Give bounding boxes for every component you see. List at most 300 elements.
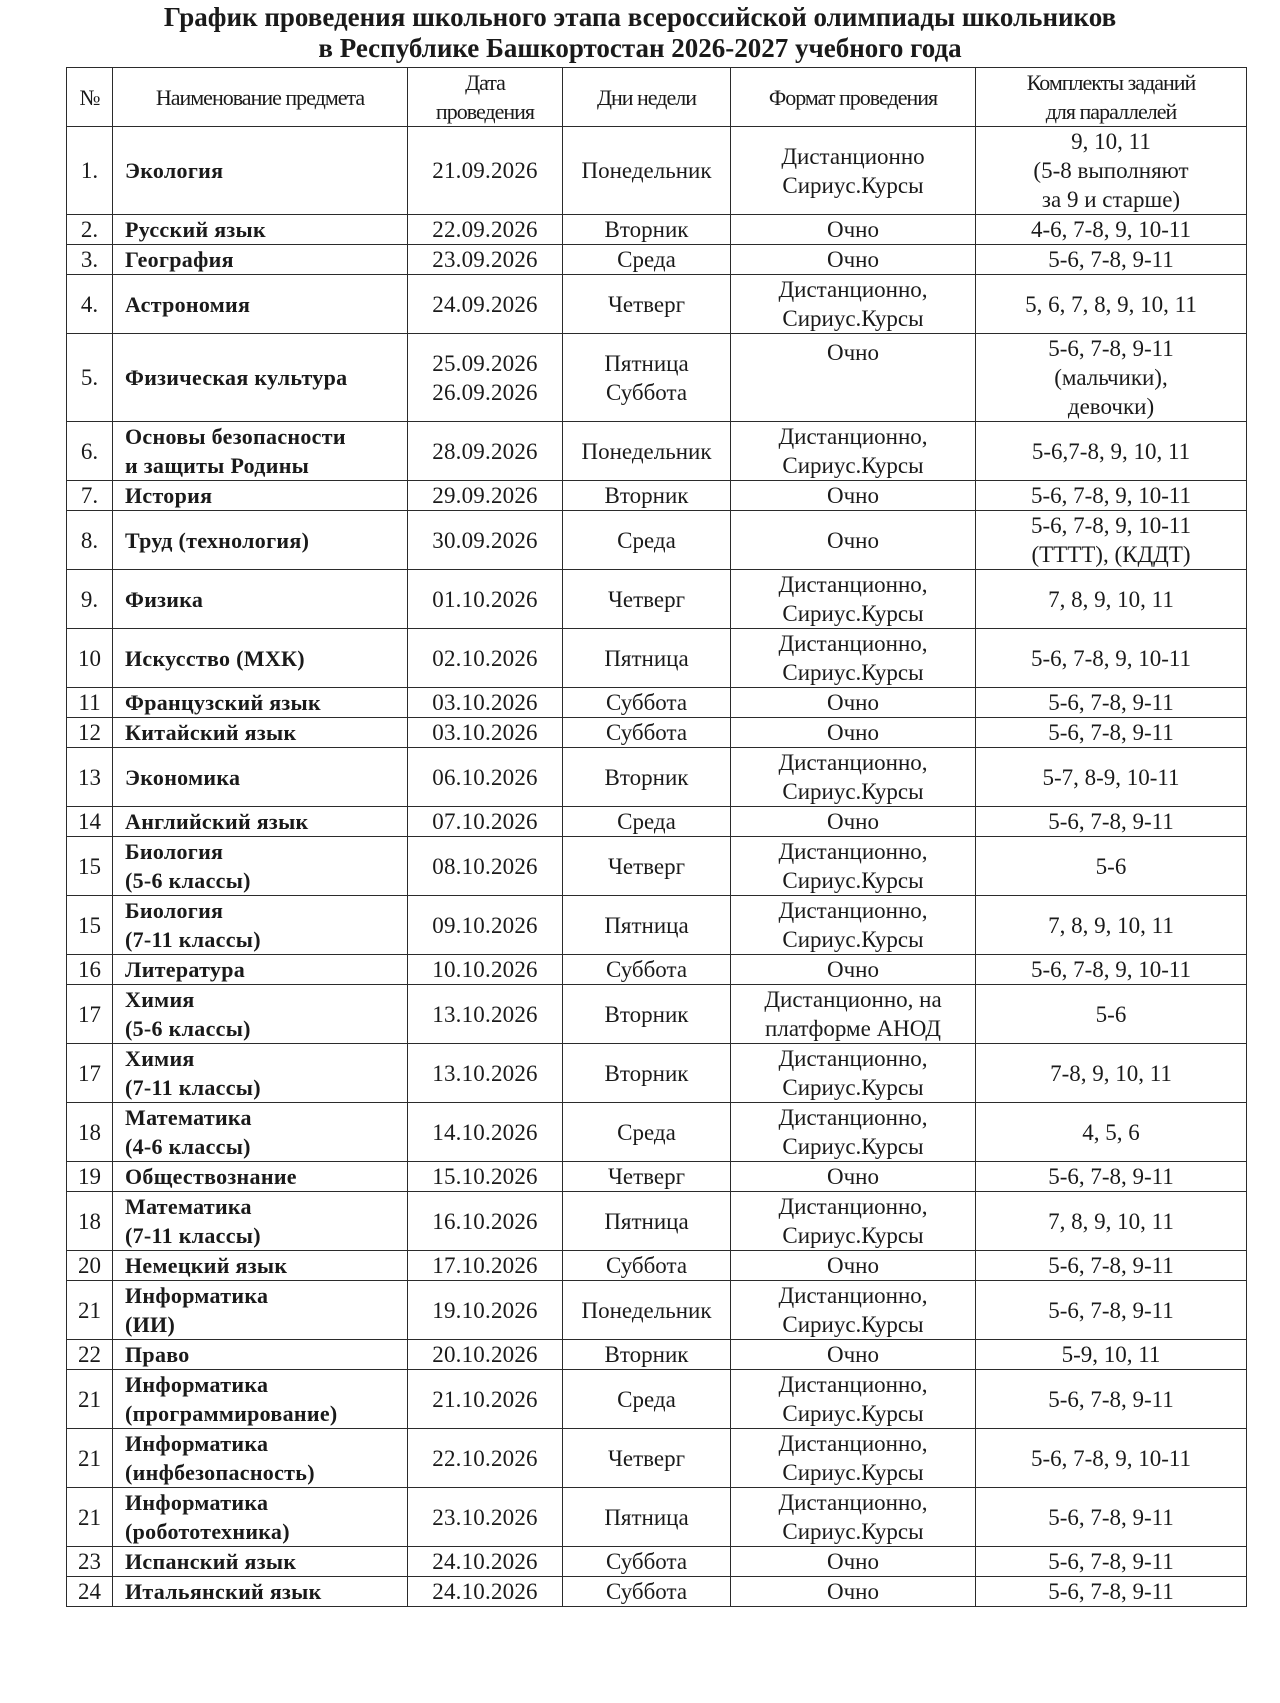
weekday-line: Суббота (605, 379, 688, 405)
task-sets (976, 1577, 1247, 1607)
subject-name-line: (робототехника) (125, 1519, 290, 1544)
subject-name-line: Труд (технология) (125, 527, 310, 553)
column-header-text: Дата (465, 70, 505, 95)
event-date (408, 334, 563, 422)
row-number: 21 (67, 1488, 113, 1547)
subject-name (113, 1044, 408, 1103)
weekday-line: Четверг (607, 291, 686, 317)
event-format (731, 1192, 976, 1251)
row-number: 18 (67, 1103, 113, 1162)
event-date (408, 1340, 563, 1370)
task-sets (976, 127, 1247, 215)
task-sets-line: 5-6, 7-8, 9-11 (1048, 1253, 1174, 1278)
column-header-subject (113, 68, 408, 127)
event-date (408, 955, 563, 985)
event-format-line: Дистанционно, (778, 1046, 928, 1071)
event-date-line: 24.10.2026 (432, 1549, 538, 1574)
event-format-line: Очно (827, 340, 879, 365)
event-format-line: Сириус.Курсы (782, 660, 924, 685)
event-date (408, 215, 563, 245)
event-format (731, 570, 976, 629)
task-sets (976, 1429, 1247, 1488)
subject-name-line: Китайский язык (125, 720, 297, 745)
weekday (563, 1340, 731, 1370)
weekday-line: Суббота (605, 1253, 688, 1278)
event-format-line: Сириус.Курсы (782, 1312, 924, 1337)
task-sets (976, 688, 1247, 718)
row-number: 5. (67, 334, 113, 422)
table-row (67, 629, 1247, 688)
column-header-text: Дни недели (596, 84, 696, 110)
subject-name-line: Французский язык (125, 690, 322, 715)
column-header-sets (976, 68, 1247, 127)
table-row (67, 422, 1247, 481)
event-format-line: Сириус.Курсы (782, 601, 924, 626)
subject-name-line: (инфбезопасность) (125, 1460, 315, 1485)
weekday (563, 629, 731, 688)
weekday-line: Понедельник (581, 438, 712, 464)
table-row (67, 570, 1247, 629)
subject-name-line: Информатика (125, 1372, 269, 1397)
weekday (563, 748, 731, 807)
event-format (731, 955, 976, 985)
event-date-line: 28.09.2026 (432, 438, 538, 464)
weekday (563, 1281, 731, 1340)
event-date-line: 20.10.2026 (432, 1342, 538, 1367)
event-date (408, 1251, 563, 1281)
weekday-line: Вторник (604, 1342, 689, 1367)
event-format-line: Сириус.Курсы (782, 1134, 924, 1159)
column-header-text: для параллелей (1045, 99, 1177, 124)
row-number: 14 (67, 807, 113, 837)
row-number: 8. (67, 511, 113, 570)
weekday-line: Пятница (604, 645, 689, 671)
task-sets-line: 7, 8, 9, 10, 11 (1048, 912, 1174, 938)
event-date-line: 13.10.2026 (432, 1060, 538, 1086)
table-row (67, 1192, 1247, 1251)
event-format-line: Очно (827, 1549, 879, 1574)
task-sets (976, 955, 1247, 985)
weekday-line: Среда (617, 247, 676, 272)
subject-name-line: (программирование) (125, 1401, 338, 1426)
event-format-line: Дистанционно, (778, 1372, 928, 1397)
row-number: 23 (67, 1547, 113, 1577)
olympiad-schedule-table (66, 67, 1247, 1607)
weekday-line: Среда (617, 527, 676, 553)
row-number: 18 (67, 1192, 113, 1251)
subject-name (113, 1577, 408, 1607)
event-format-line: Дистанционно, (778, 1105, 928, 1130)
weekday (563, 1103, 731, 1162)
table-row (67, 688, 1247, 718)
weekday-line: Суббота (605, 1549, 688, 1574)
task-sets (976, 896, 1247, 955)
subject-name-line: (7-11 классы) (125, 1075, 261, 1100)
subject-name (113, 422, 408, 481)
subject-name-line: Обществознание (125, 1164, 297, 1189)
event-format-line: Сириус.Курсы (782, 306, 924, 331)
task-sets (976, 837, 1247, 896)
event-format-line: Очно (827, 1579, 879, 1604)
event-format (731, 688, 976, 718)
event-format (731, 1162, 976, 1192)
weekday (563, 1251, 731, 1281)
event-date (408, 275, 563, 334)
row-number: 12 (67, 718, 113, 748)
document-title (0, 2, 1280, 64)
task-sets (976, 570, 1247, 629)
weekday (563, 718, 731, 748)
subject-name (113, 807, 408, 837)
subject-name-line: Основы безопасности (125, 424, 346, 449)
weekday-line: Четверг (607, 586, 686, 612)
task-sets-line: 4, 5, 6 (1082, 1119, 1140, 1145)
task-sets (976, 1488, 1247, 1547)
event-date-line: 10.10.2026 (432, 957, 538, 982)
task-sets-line: 5-6, 7-8, 9-11 (1048, 1504, 1174, 1530)
event-format-line: Дистанционно, (778, 1431, 928, 1456)
event-format (731, 629, 976, 688)
event-format (731, 481, 976, 511)
subject-name-line: (7-11 классы) (125, 927, 261, 952)
subject-name (113, 1429, 408, 1488)
subject-name-line: Математика (125, 1194, 252, 1219)
subject-name-line: Химия (125, 987, 195, 1012)
event-format-line: Сириус.Курсы (782, 927, 924, 952)
weekday (563, 481, 731, 511)
column-header-date (408, 68, 563, 127)
table-row (67, 1547, 1247, 1577)
task-sets-line: 5-6, 7-8, 9-11 (1048, 1549, 1174, 1574)
weekday (563, 334, 731, 422)
event-date-line: 23.09.2026 (432, 247, 538, 272)
event-date-line: 01.10.2026 (432, 586, 538, 612)
subject-name (113, 1281, 408, 1340)
event-format-line: Очно (827, 1164, 879, 1189)
event-format-line: Сириус.Курсы (782, 1401, 924, 1426)
event-date (408, 245, 563, 275)
task-sets-line: 5-6, 7-8, 9-11 (1048, 720, 1174, 745)
event-date-line: 25.09.2026 (432, 350, 538, 376)
subject-name-line: Немецкий язык (125, 1253, 288, 1278)
subject-name (113, 1192, 408, 1251)
table-row (67, 1281, 1247, 1340)
task-sets-line: девочки) (1067, 394, 1155, 419)
subject-name-line: Испанский язык (125, 1549, 297, 1574)
weekday-line: Четверг (607, 1164, 686, 1189)
event-format-line: Дистанционно (781, 143, 925, 169)
event-format-line: Очно (827, 690, 879, 715)
event-date-line: 08.10.2026 (432, 853, 538, 879)
event-date (408, 511, 563, 570)
event-date-line: 21.09.2026 (432, 158, 538, 183)
table-row (67, 215, 1247, 245)
weekday (563, 1547, 731, 1577)
table-row (67, 1340, 1247, 1370)
event-date-line: 07.10.2026 (432, 809, 538, 834)
task-sets (976, 985, 1247, 1044)
task-sets (976, 629, 1247, 688)
task-sets-line: (мальчики), (1054, 365, 1168, 390)
event-format-line: Дистанционно, (778, 631, 928, 656)
row-number: 19 (67, 1162, 113, 1192)
table-row (67, 1044, 1247, 1103)
subject-name-line: и защиты Родины (125, 453, 310, 478)
event-format-line: Дистанционно, (778, 277, 928, 302)
event-format-line: Сириус.Курсы (782, 1075, 924, 1100)
table-row (67, 718, 1247, 748)
event-date (408, 1044, 563, 1103)
event-format (731, 215, 976, 245)
event-date (408, 1192, 563, 1251)
weekday-line: Вторник (604, 1001, 689, 1027)
task-sets (976, 748, 1247, 807)
row-number: 20 (67, 1251, 113, 1281)
subject-name-line: История (125, 483, 213, 508)
weekday (563, 1488, 731, 1547)
weekday (563, 422, 731, 481)
table-row (67, 1577, 1247, 1607)
task-sets-line: 5-6, 7-8, 9-11 (1048, 1386, 1174, 1412)
event-format-line: Дистанционно, (778, 839, 928, 864)
event-date (408, 1547, 563, 1577)
event-format (731, 1251, 976, 1281)
weekday-line: Среда (617, 1386, 676, 1412)
row-number: 16 (67, 955, 113, 985)
task-sets (976, 1103, 1247, 1162)
event-date (408, 422, 563, 481)
event-format (731, 422, 976, 481)
table-row (67, 127, 1247, 215)
column-header-text: Формат проведения (768, 84, 938, 110)
task-sets-line: 5-6, 7-8, 9, 10-11 (1030, 483, 1192, 508)
subject-name (113, 955, 408, 985)
weekday-line: Среда (617, 809, 676, 834)
task-sets-line: 5-6, 7-8, 9-11 (1048, 247, 1174, 272)
event-format-line: Очно (827, 957, 879, 982)
weekday (563, 1162, 731, 1192)
event-format-line: Дистанционно, (778, 750, 928, 775)
task-sets-line: 5-9, 10, 11 (1061, 1342, 1161, 1367)
event-date (408, 837, 563, 896)
subject-name-line: (7-11 классы) (125, 1223, 261, 1248)
weekday-line: Вторник (604, 1060, 689, 1086)
row-number: 17 (67, 1044, 113, 1103)
table-row (67, 1162, 1247, 1192)
weekday-line: Суббота (605, 720, 688, 745)
weekday-line: Понедельник (581, 158, 712, 183)
subject-name-line: (4-6 классы) (125, 1134, 251, 1159)
event-date-line: 19.10.2026 (432, 1297, 538, 1323)
subject-name-line: Итальянский язык (125, 1579, 322, 1604)
table-row (67, 1488, 1247, 1547)
weekday (563, 511, 731, 570)
event-date (408, 1577, 563, 1607)
event-date-line: 24.10.2026 (432, 1579, 538, 1604)
event-format-line: Очно (827, 247, 879, 272)
subject-name (113, 896, 408, 955)
task-sets (976, 481, 1247, 511)
event-format (731, 837, 976, 896)
subject-name-line: Английский язык (125, 809, 309, 834)
subject-name (113, 629, 408, 688)
subject-name (113, 245, 408, 275)
subject-name-line: Биология (125, 898, 224, 923)
event-date (408, 570, 563, 629)
subject-name-line: Информатика (125, 1283, 269, 1308)
task-sets-line: 9, 10, 11 (1071, 129, 1151, 154)
event-format-line: Сириус.Курсы (782, 1519, 924, 1544)
event-date-line: 03.10.2026 (432, 690, 538, 715)
row-number: 13 (67, 748, 113, 807)
row-number: 3. (67, 245, 113, 275)
row-number: 15 (67, 896, 113, 955)
weekday-line: Понедельник (581, 1297, 712, 1323)
event-format-line: Очно (827, 809, 879, 834)
row-number: 21 (67, 1370, 113, 1429)
event-date-line: 26.09.2026 (432, 379, 538, 405)
event-format-line: Дистанционно, (778, 898, 928, 923)
event-date-line: 16.10.2026 (432, 1208, 538, 1234)
column-header-text: № (79, 84, 100, 110)
column-header-text: Комплекты заданий (1026, 70, 1196, 95)
table-row (67, 748, 1247, 807)
weekday (563, 127, 731, 215)
event-date-line: 03.10.2026 (432, 720, 538, 745)
task-sets-line: 5-6, 7-8, 9-11 (1048, 1297, 1174, 1323)
task-sets (976, 422, 1247, 481)
task-sets-line: 5-6, 7-8, 9, 10-11 (1030, 957, 1192, 982)
event-format (731, 1488, 976, 1547)
task-sets-line: 5, 6, 7, 8, 9, 10, 11 (1025, 291, 1197, 317)
task-sets-line: 5-6, 7-8, 9-11 (1048, 690, 1174, 715)
weekday (563, 245, 731, 275)
column-header-num (67, 68, 113, 127)
row-number: 11 (67, 688, 113, 718)
weekday-line: Среда (617, 1119, 676, 1145)
weekday (563, 896, 731, 955)
task-sets (976, 215, 1247, 245)
task-sets-line: 7, 8, 9, 10, 11 (1048, 586, 1174, 612)
row-number: 24 (67, 1577, 113, 1607)
event-format-line: Дистанционно, (778, 1194, 928, 1219)
event-format (731, 511, 976, 570)
event-date (408, 807, 563, 837)
weekday-line: Вторник (604, 764, 689, 790)
subject-name-line: Математика (125, 1105, 252, 1130)
event-date-line: 21.10.2026 (432, 1386, 538, 1412)
subject-name-line: (5-6 классы) (125, 1016, 251, 1041)
subject-name-line: Право (125, 1342, 190, 1367)
table-row (67, 955, 1247, 985)
event-format-line: Сириус.Курсы (782, 1223, 924, 1248)
subject-name-line: География (125, 247, 234, 272)
weekday-line: Вторник (604, 217, 689, 242)
weekday-line: Суббота (605, 1579, 688, 1604)
table-row (67, 807, 1247, 837)
table-header-row (67, 68, 1247, 127)
event-format-line: Очно (827, 483, 879, 508)
weekday (563, 837, 731, 896)
task-sets (976, 511, 1247, 570)
task-sets (976, 275, 1247, 334)
subject-name (113, 1370, 408, 1429)
weekday (563, 215, 731, 245)
subject-name-line: Химия (125, 1046, 195, 1071)
subject-name (113, 1488, 408, 1547)
weekday-line: Пятница (604, 1208, 689, 1234)
event-format (731, 718, 976, 748)
event-date-line: 06.10.2026 (432, 764, 538, 790)
row-number: 15 (67, 837, 113, 896)
weekday-line: Суббота (605, 957, 688, 982)
event-date-line: 30.09.2026 (432, 527, 538, 553)
task-sets-line: 5-6,7-8, 9, 10, 11 (1031, 438, 1191, 464)
event-date (408, 1281, 563, 1340)
subject-name (113, 215, 408, 245)
event-date (408, 481, 563, 511)
event-format (731, 1281, 976, 1340)
row-number: 1. (67, 127, 113, 215)
subject-name (113, 334, 408, 422)
table-row (67, 1429, 1247, 1488)
row-number: 4. (67, 275, 113, 334)
event-date-line: 14.10.2026 (432, 1119, 538, 1145)
task-sets (976, 1044, 1247, 1103)
event-format (731, 1429, 976, 1488)
event-format (731, 1340, 976, 1370)
event-date-line: 23.10.2026 (432, 1504, 538, 1530)
event-date (408, 1370, 563, 1429)
task-sets-line: 5-6, 7-8, 9, 10-11 (1030, 645, 1192, 671)
subject-name-line: (ИИ) (125, 1312, 176, 1337)
event-format (731, 1044, 976, 1103)
subject-name-line: Физическая культура (125, 365, 348, 390)
row-number: 22 (67, 1340, 113, 1370)
weekday-line: Четверг (607, 853, 686, 879)
event-format (731, 1577, 976, 1607)
task-sets-line: 7-8, 9, 10, 11 (1050, 1060, 1172, 1086)
event-date (408, 896, 563, 955)
event-date (408, 127, 563, 215)
subject-name (113, 275, 408, 334)
subject-name (113, 748, 408, 807)
event-format-line: Дистанционно, на (764, 987, 942, 1012)
task-sets-line: 5-6 (1095, 1001, 1127, 1027)
weekday-line: Суббота (605, 690, 688, 715)
weekday (563, 1044, 731, 1103)
event-format (731, 334, 976, 422)
event-format (731, 807, 976, 837)
table-body (67, 127, 1247, 1607)
event-format-line: Сириус.Курсы (782, 453, 924, 478)
task-sets-line: 5-6, 7-8, 9-11 (1048, 1164, 1174, 1189)
event-format (731, 896, 976, 955)
subject-name-line: Физика (125, 586, 204, 612)
subject-name (113, 481, 408, 511)
subject-name-line: Искусство (МХК) (125, 645, 305, 671)
subject-name (113, 1547, 408, 1577)
row-number: 9. (67, 570, 113, 629)
table-row (67, 896, 1247, 955)
event-format (731, 1547, 976, 1577)
row-number: 6. (67, 422, 113, 481)
table-row (67, 481, 1247, 511)
weekday-line: Пятница (604, 1504, 689, 1530)
task-sets-line: 5-6, 7-8, 9, 10-11 (1030, 1445, 1192, 1471)
subject-name-line: Русский язык (125, 217, 267, 242)
event-date (408, 1429, 563, 1488)
